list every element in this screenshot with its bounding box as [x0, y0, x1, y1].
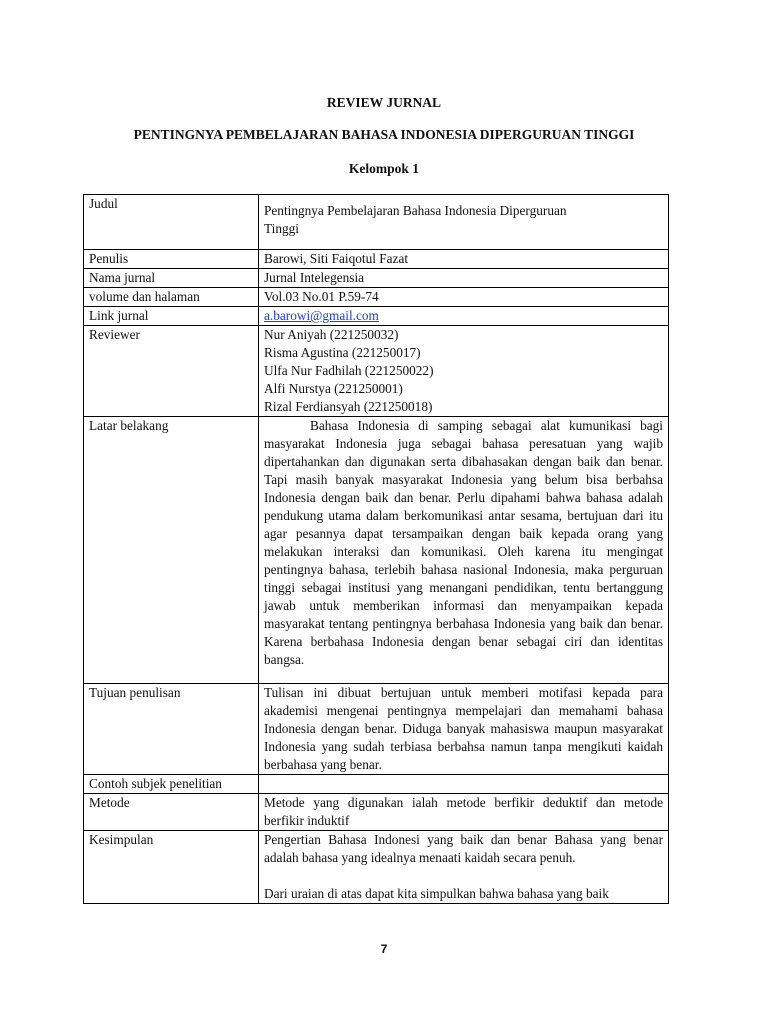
group-heading: Kelompok 1 [348, 161, 420, 176]
table-row [84, 417, 669, 684]
judul-text: Pentingnya Pembelajaran Bahasa Indonesia Diperguruan Tinggi [264, 203, 567, 236]
metode-value: Metode yang digunakan ialah metode berfikir deduktif dan metode berfikir induktif [259, 794, 669, 831]
reviewer-item: Ulfa Nur Fadhilah (221250022) [264, 363, 434, 378]
volume-value: Vol.03 No.01 P.59-74 [259, 288, 669, 307]
nama-jurnal-label: Nama jurnal [84, 269, 259, 288]
judul-value [259, 195, 669, 250]
table-row [84, 326, 669, 417]
table-row [84, 831, 669, 904]
reviewer-list [259, 326, 669, 417]
table-row [84, 288, 669, 307]
table-row [84, 250, 669, 269]
nama-jurnal-value: Jurnal Intelegensia [259, 269, 669, 288]
reviewer-item: Nur Aniyah (221250032) [264, 327, 399, 342]
contoh-subjek-label: Contoh subjek penelitian [84, 775, 259, 794]
table-row [84, 684, 669, 775]
penulis-value: Barowi, Siti Faiqotul Fazat [259, 250, 669, 269]
email-link[interactable]: a.barowi@gmail.com [264, 308, 379, 323]
table-row [84, 794, 669, 831]
kesimpulan-paragraph: Dari uraian di atas dapat kita simpulkan bahwa bahasa yang baik [264, 886, 609, 901]
reviewer-item: Rizal Ferdiansyah (221250018) [264, 399, 433, 414]
reviewer-item: Risma Agustina (221250017) [264, 345, 421, 360]
journal-title-heading: PENTINGNYA PEMBELAJARAN BAHASA INDONESIA DIPERGURUAN TINGGI [133, 127, 635, 142]
tujuan-penulisan-value: Tulisan ini dibuat bertujuan untuk memberi motifasi kepada para akademisi mengenai pentingnya mempelajari dan memahami bahasa Indonesia dengan benar. Diduga banyak mahasiswa maupun masyarakat Indonesia yang sudah terbiasa berbahsa namun tanpa mengikuti kaidah berbahasa yang benar. [259, 684, 669, 775]
kesimpulan-value [259, 831, 669, 904]
page-number: 7 [380, 942, 388, 956]
reviewer-item: Alfi Nurstya (221250001) [264, 381, 403, 396]
judul-label: Judul [84, 195, 259, 250]
table-row [84, 775, 669, 794]
review-table [83, 194, 669, 904]
link-jurnal-label: Link jurnal [84, 307, 259, 326]
document-title: REVIEW JURNAL [326, 95, 442, 110]
volume-label: volume dan halaman [84, 288, 259, 307]
latar-belakang-label: Latar belakang [84, 417, 259, 684]
penulis-label: Penulis [84, 250, 259, 269]
table-row [84, 269, 669, 288]
link-jurnal-cell [259, 307, 669, 326]
table-row [84, 307, 669, 326]
reviewer-label: Reviewer [84, 326, 259, 417]
latar-belakang-value: Bahasa Indonesia di samping sebagai alat kumunikasi bagi masyarakat Indonesia juga sebagai bahasa peresatuan yang wajib dipertahankan dan digunakan serta dibahasakan dengan baik dan benar. Tapi masih banyak masyarakat Indonesia yang belum bisa berbahsa Indonesia dengan baik dan benar. Perlu dipahami bahwa bahasa adalah pendukung utama dalam berkomunikasi antar sesama, bertujuan dari itu agar pesannya dapat tersampaikan dengan baik kepada orang yang melakukan interaksi dan komunikasi. Oleh karena itu mengingat pentingnya bahasa, terlebih bahasa nasional Indonesia, maka perguruan tinggi sebagai institusi yang menangani pendidikan, tentu bertanggung jawab untuk memberikan informasi dan menyampaikan kepada masyarakat tentang pentingnya berbahasa Indonesia yang baik dan benar. Karena berbahasa Indonesia dengan benar sebagai ciri dan identitas bangsa. [259, 417, 669, 684]
table-row [84, 195, 669, 250]
kesimpulan-label: Kesimpulan [84, 831, 259, 904]
kesimpulan-paragraph: Pengertian Bahasa Indonesi yang baik dan benar Bahasa yang benar adalah bahasa yang idealnya menaati kaidah secara penuh. [264, 832, 663, 865]
contoh-subjek-value [259, 775, 669, 794]
tujuan-penulisan-label: Tujuan penulisan [84, 684, 259, 775]
metode-label: Metode [84, 794, 259, 831]
